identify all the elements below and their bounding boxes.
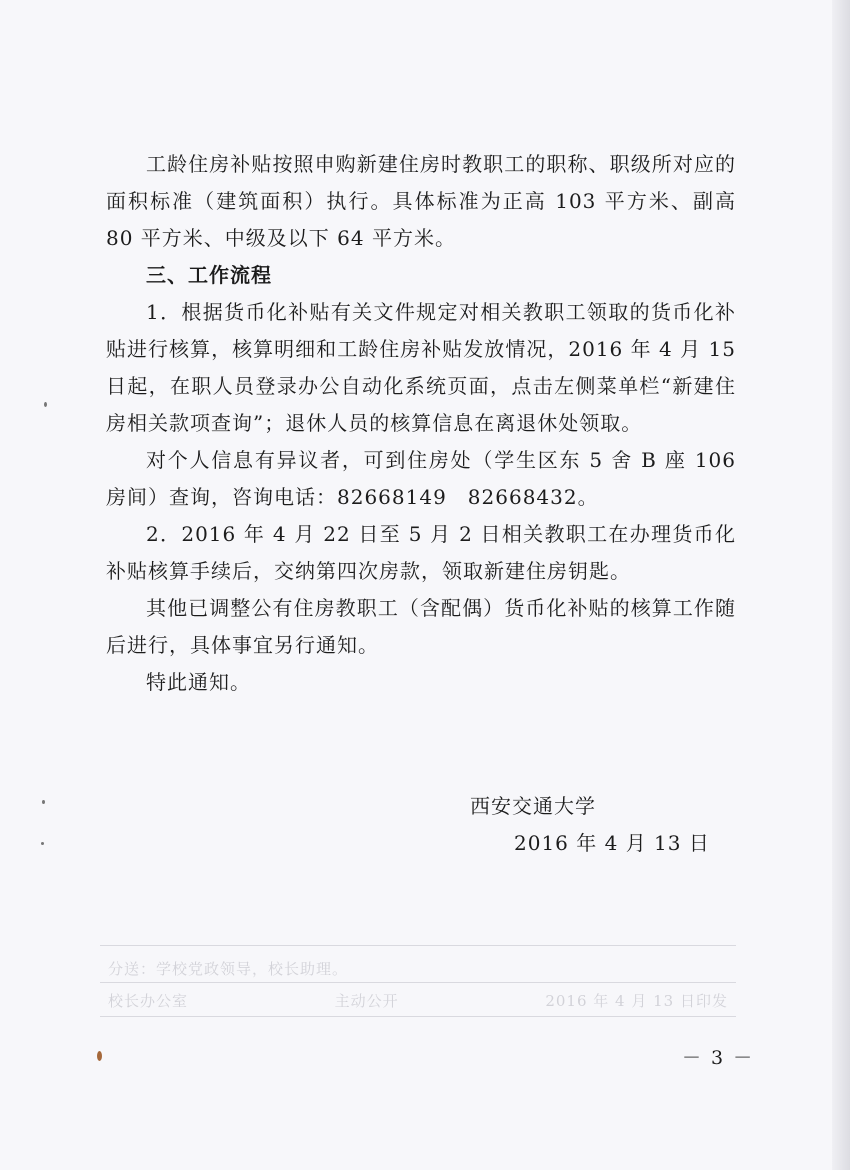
footer-distribution: 分送：学校党政领导，校长助理。 bbox=[108, 960, 349, 978]
footer-issue-line bbox=[108, 990, 728, 1011]
paragraph-housing-standard: 工龄住房补贴按照申购新建住房时教职工的职称、职级所对应的面积标准（建筑面积）执行。具体标准为正高 103 平方米、副高 80 平方米、中级及以下 64 平方米。 bbox=[106, 152, 736, 250]
scan-speck bbox=[44, 402, 47, 407]
paragraph-step-2: 2．2016 年 4 月 22 日至 5 月 2 日相关教职工在办理货币化补贴核算手续后，交纳第四次房款，领取新建住房钥匙。 bbox=[106, 522, 736, 583]
footer-rule-middle bbox=[100, 982, 736, 983]
page-number: － 3 － bbox=[682, 1047, 755, 1069]
paragraph-follow-up: 其他已调整公有住房教职工（含配偶）货币化补贴的核算工作随后进行，具体事宜另行通知。 bbox=[106, 596, 736, 657]
footer-issuing-office: 校长办公室 bbox=[108, 992, 189, 1010]
signature-block bbox=[470, 788, 710, 862]
footer-rule-bottom bbox=[100, 1016, 736, 1017]
scan-speck bbox=[41, 842, 44, 845]
section-heading-workflow: 三、工作流程 bbox=[146, 263, 272, 287]
footer-rule-top bbox=[100, 945, 736, 946]
paragraph-contact-info: 对个人信息有异议者，可到住房处（学生区东 5 舍 B 座 106 房间）查询，咨询电话：82668149 82668432。 bbox=[106, 448, 736, 509]
paragraph-step-1: 1．根据货币化补贴有关文件规定对相关教职工领取的货币化补贴进行核算，核算明细和工龄住房补贴发放情况，2016 年 4 月 15 日起，在职人员登录办公自动化系统页面，点击左侧菜单栏“新建住房相关款项查询”；退休人员的核算信息在离退休处领取。 bbox=[106, 300, 736, 435]
signature-organization: 西安交通大学 bbox=[470, 794, 596, 818]
scan-speck bbox=[97, 1051, 102, 1061]
paragraph-closing: 特此通知。 bbox=[146, 670, 251, 694]
footer-issue-date: 2016 年 4 月 13 日印发 bbox=[545, 992, 728, 1010]
page-edge-shadow bbox=[832, 0, 850, 1170]
document-body bbox=[106, 146, 736, 701]
footer-disclosure: 主动公开 bbox=[334, 992, 399, 1010]
scan-speck bbox=[42, 800, 45, 804]
signature-date: 2016 年 4 月 13 日 bbox=[514, 831, 710, 855]
